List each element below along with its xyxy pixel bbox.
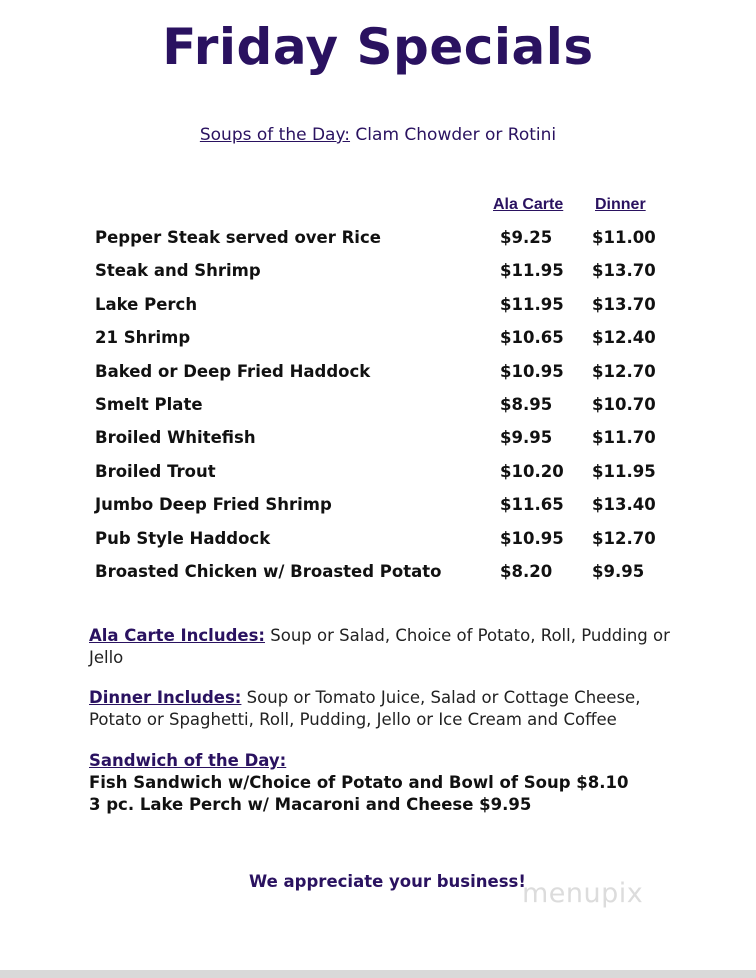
dinner-price: $11.70 [592, 428, 656, 448]
menu-item-name: Broasted Chicken w/ Broasted Potato [95, 562, 442, 581]
menu-item-name: Pepper Steak served over Rice [95, 228, 381, 247]
menu-item-row [0, 228, 756, 254]
ala-carte-includes-text: Soup or Salad, Choice of Potato, Roll, Pudding or Jello [89, 626, 670, 667]
ala-carte-price: $11.65 [500, 495, 564, 515]
ala-carte-price: $10.20 [500, 461, 564, 481]
dinner-price: $10.70 [592, 395, 656, 414]
dinner-price: $12.70 [592, 361, 656, 381]
column-header-dinner: Dinner [595, 196, 646, 213]
bottom-divider [0, 970, 756, 978]
page-title: Friday Specials [162, 18, 594, 76]
sandwich-line: 3 pc. Lake Perch w/ Macaroni and Cheese $9.95 [89, 795, 532, 814]
menu-item-row [0, 395, 756, 421]
menu-item-row [0, 295, 756, 321]
dinner-includes-text: Soup or Tomato Juice, Salad or Cottage Cheese, Potato or Spaghetti, Roll, Pudding, Jello or Ice Cream and Coffee [89, 688, 641, 729]
ala-carte-price: $11.95 [500, 294, 564, 314]
column-header-ala-carte: Ala Carte [493, 196, 564, 213]
dinner-price: $12.40 [592, 328, 656, 348]
menu-item-row [0, 562, 756, 588]
menu-item-row [0, 462, 756, 488]
menu-item-name: Broiled Whitefish [95, 428, 256, 448]
ala-carte-price: $10.95 [500, 361, 564, 381]
dinner-price: $13.70 [592, 294, 656, 314]
menu-item-name: Smelt Plate [95, 395, 203, 414]
sandwich-of-the-day [89, 750, 628, 816]
menu-item-row [0, 328, 756, 354]
dinner-includes-label: Dinner Includes: [89, 688, 242, 707]
dinner-price: $11.95 [592, 461, 656, 481]
menu-item-name: Steak and Shrimp [95, 261, 261, 281]
menu-item-name: Jumbo Deep Fried Shrimp [95, 495, 332, 515]
watermark-logo: menupix [522, 878, 644, 909]
menu-item-name: Pub Style Haddock [95, 528, 271, 548]
dinner-price: $13.40 [592, 495, 656, 515]
ala-carte-price: $9.95 [500, 428, 553, 448]
menu-item-row [0, 495, 756, 521]
ala-carte-price: $10.65 [500, 328, 564, 348]
menu-item-name: Lake Perch [95, 294, 198, 314]
ala-carte-price: $8.95 [500, 395, 553, 414]
thank-you-message: We appreciate your business! [249, 872, 526, 891]
dinner-includes [89, 687, 689, 731]
ala-carte-price: $10.95 [500, 528, 564, 548]
menu-item-row [0, 261, 756, 287]
menu-item-row [0, 529, 756, 555]
ala-carte-price: $9.25 [500, 228, 553, 247]
menu-item-name: Broiled Trout [95, 461, 216, 481]
dinner-price: $13.70 [592, 261, 656, 281]
dinner-price: $12.70 [592, 528, 656, 548]
soups-of-the-day [0, 125, 756, 145]
menu-item-name: Baked or Deep Fried Haddock [95, 361, 371, 381]
dinner-price: $9.95 [592, 562, 645, 581]
sandwich-line: Fish Sandwich w/Choice of Potato and Bowl of Soup $8.10 [89, 773, 629, 792]
menu-item-row [0, 428, 756, 454]
ala-carte-price: $8.20 [500, 562, 553, 581]
soups-label: Soups of the Day: [199, 125, 351, 145]
dinner-price: $11.00 [592, 228, 656, 247]
ala-carte-includes-label: Ala Carte Includes: [89, 626, 265, 645]
menu-item-row [0, 362, 756, 388]
ala-carte-price: $11.95 [500, 261, 564, 281]
ala-carte-includes [89, 625, 689, 669]
menu-item-name: 21 Shrimp [95, 328, 191, 348]
sandwich-label: Sandwich of the Day: [89, 751, 287, 770]
soups-value: Clam Chowder or Rotini [350, 125, 557, 145]
